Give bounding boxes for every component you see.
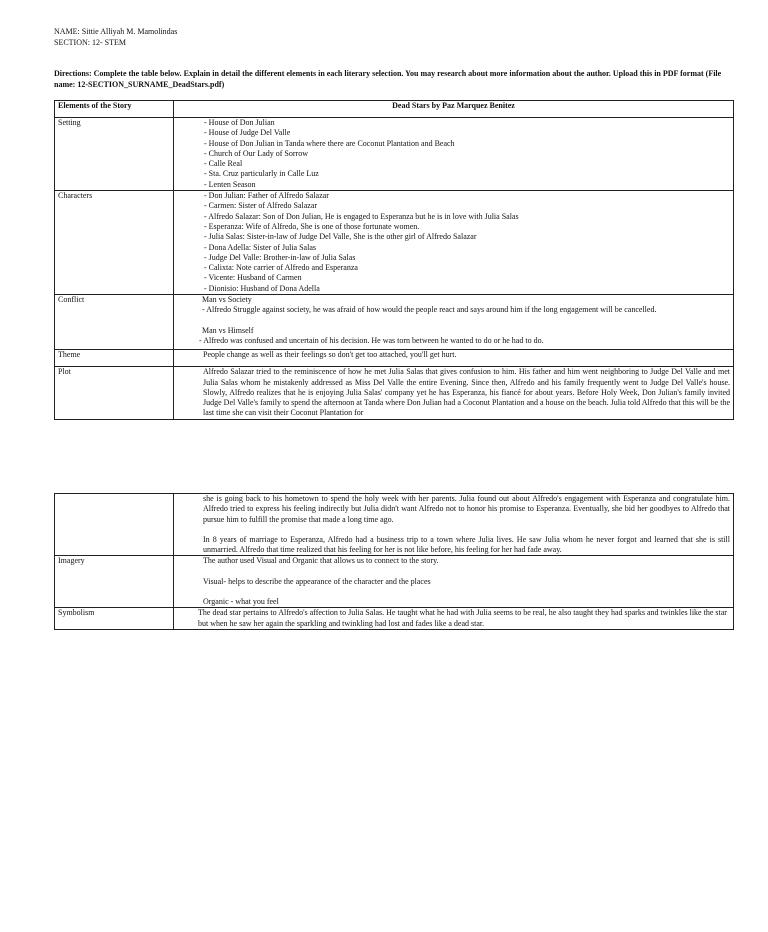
table-row-characters	[55, 191, 734, 295]
list-item: - House of Don Julian in Tanda where there are Coconut Plantation and Beach	[204, 138, 455, 148]
list-item: - Alfredo Salazar: Son of Don Julian, He is engaged to Esperanza but he is in love with Julia Salas	[204, 211, 519, 221]
table-row-conflict	[55, 295, 734, 350]
plot-paragraph-2: In 8 years of marriage to Esperanza, Alfredo had a business trip to a town where Julia lives. He saw Julia whom he never forgot and learned that she is still unmarried. Alfredo that time realized that his feeling for her is not like before, his feeling for her had fade away.	[203, 534, 730, 555]
table-row-imagery	[55, 556, 734, 608]
imagery-line-2: Visual- helps to describe the appearance of the character and the places	[203, 576, 431, 586]
theme-content: People change as well as their feelings so don't get too attached, you'll get hurt.	[174, 350, 734, 367]
list-item: - Carmen: Sister of Alfredo Salazar	[204, 201, 318, 211]
row-label-imagery: Imagery	[55, 556, 174, 608]
plot-content-page1: Alfredo Salazar tried to the reminiscence of how he met Julia Salas that gives confusion to him. His father and him went neighboring to Judge Del Valle and met Julia Salas whom he mistakenly addressed as Miss Del Valle the entire Evening. Since then, Alfredo and his family frequently went to Judge Del Valle's house. Slowly, Alfredo realizes that he is enjoying Julia Salas' company yet he has Esperanza, his fiancé for about years. Before Holy Week, Don Julian's family invited Judge Del Valle's family to spend the afternoon at Tanda where Don Julian had a Coconut Plantation and a house on the beach. Julia told Alfredo that this will be the last time she can visit their Coconut Plantation for	[174, 367, 734, 419]
student-name: NAME: Sittie Alliyah M. Mamolindas	[54, 27, 178, 36]
row-label-symbolism: Symbolism	[55, 608, 174, 630]
setting-content	[174, 118, 734, 191]
table-row-theme	[55, 350, 734, 367]
directions-text: Directions: Complete the table below. Explain in detail the different elements in each literary selection. You may research about more information about the author. Upload this in PDF format (File name: 12-SECTION_SURNAME_DeadStars.pdf)	[54, 69, 722, 89]
list-item: - Esperanza: Wife of Alfredo, She is one of those fortunate women.	[204, 221, 420, 231]
row-label-characters: Characters	[55, 191, 174, 295]
conflict-type-1: Man vs Society	[202, 295, 252, 305]
list-item: - Lenten Season	[204, 179, 256, 189]
conflict-content	[174, 295, 734, 350]
list-item: - Vicente: Husband of Carmen	[204, 273, 302, 283]
imagery-line-1: The author used Visual and Organic that allows us to connect to the story.	[203, 556, 439, 566]
col-header-elements: Elements of the Story	[55, 101, 174, 118]
list-item: - Calixta: Note carrier of Alfredo and Esperanza	[204, 263, 358, 273]
list-item: - Calle Real	[204, 159, 243, 169]
symbolism-content: The dead star pertains to Alfredo's affection to Julia Salas. He taught what he had with Julia seems to be real, he also taught they had sparks and twinkles like the star but when he saw her again the sparkling and twinkling had lost and fades like a dead star.	[174, 608, 734, 630]
list-item: - Church of Our Lady of Sorrow	[204, 148, 308, 158]
row-label-plot-continued	[55, 494, 174, 556]
col-header-story: Dead Stars by Paz Marquez Benitez	[174, 101, 734, 118]
table-row-plot-continued	[55, 494, 734, 556]
student-section: SECTION: 12- STEM	[54, 38, 126, 47]
list-item: - Dona Adella: Sister of Julia Salas	[204, 242, 316, 252]
conflict-desc-2: - Alfredo was confused and uncertain of his decision. He was torn between he wanted to do or he had to do.	[199, 335, 544, 345]
list-item: - Sta. Cruz particularly in Calle Luz	[204, 169, 319, 179]
row-label-conflict: Conflict	[55, 295, 174, 350]
table-header-row	[55, 101, 734, 118]
table-row-setting	[55, 118, 734, 191]
list-item: - House of Judge Del Valle	[204, 128, 291, 138]
characters-content	[174, 191, 734, 295]
setting-list	[204, 118, 730, 190]
imagery-content	[174, 556, 734, 608]
imagery-line-3: Organic - what you feel	[203, 597, 279, 607]
list-item: - Don Julian: Father of Alfredo Salazar	[204, 191, 329, 201]
row-label-theme: Theme	[55, 350, 174, 367]
characters-list	[204, 191, 730, 294]
list-item: - Julia Salas: Sister-in-law of Judge Del Valle, She is the other girl of Alfredo Salazar	[204, 232, 477, 242]
table-row-plot	[55, 367, 734, 419]
list-item: - House of Don Julian	[204, 118, 275, 127]
list-item: - Dionisio: Husband of Dona Adella	[204, 283, 320, 293]
plot-paragraph-1: she is going back to his hometown to spend the holy week with her parents. Julia found out about Alfredo's engagement with Esperanza and congratulate him. Alfredo tried to express his feeling indirectly but Julia didn't want Alfredo not to honor his promise to Esperanza. Eventually, she bid her goodbyes to Alfredo that pursue him to fulfill the promise that made a long time ago.	[203, 494, 730, 524]
row-label-setting: Setting	[55, 118, 174, 191]
table-row-symbolism	[55, 608, 734, 630]
conflict-type-2: Man vs Himself	[202, 325, 254, 335]
row-label-plot: Plot	[55, 367, 174, 419]
plot-content-page2	[174, 494, 734, 556]
list-item: - Judge Del Valle: Brother-in-law of Julia Salas	[204, 252, 356, 262]
conflict-desc-1: - Alfredo Struggle against society, he was afraid of how would the people react and says around him if the long engagement will be cancelled.	[202, 305, 657, 315]
literary-elements-table	[54, 100, 734, 420]
literary-elements-table-continued	[54, 493, 734, 630]
